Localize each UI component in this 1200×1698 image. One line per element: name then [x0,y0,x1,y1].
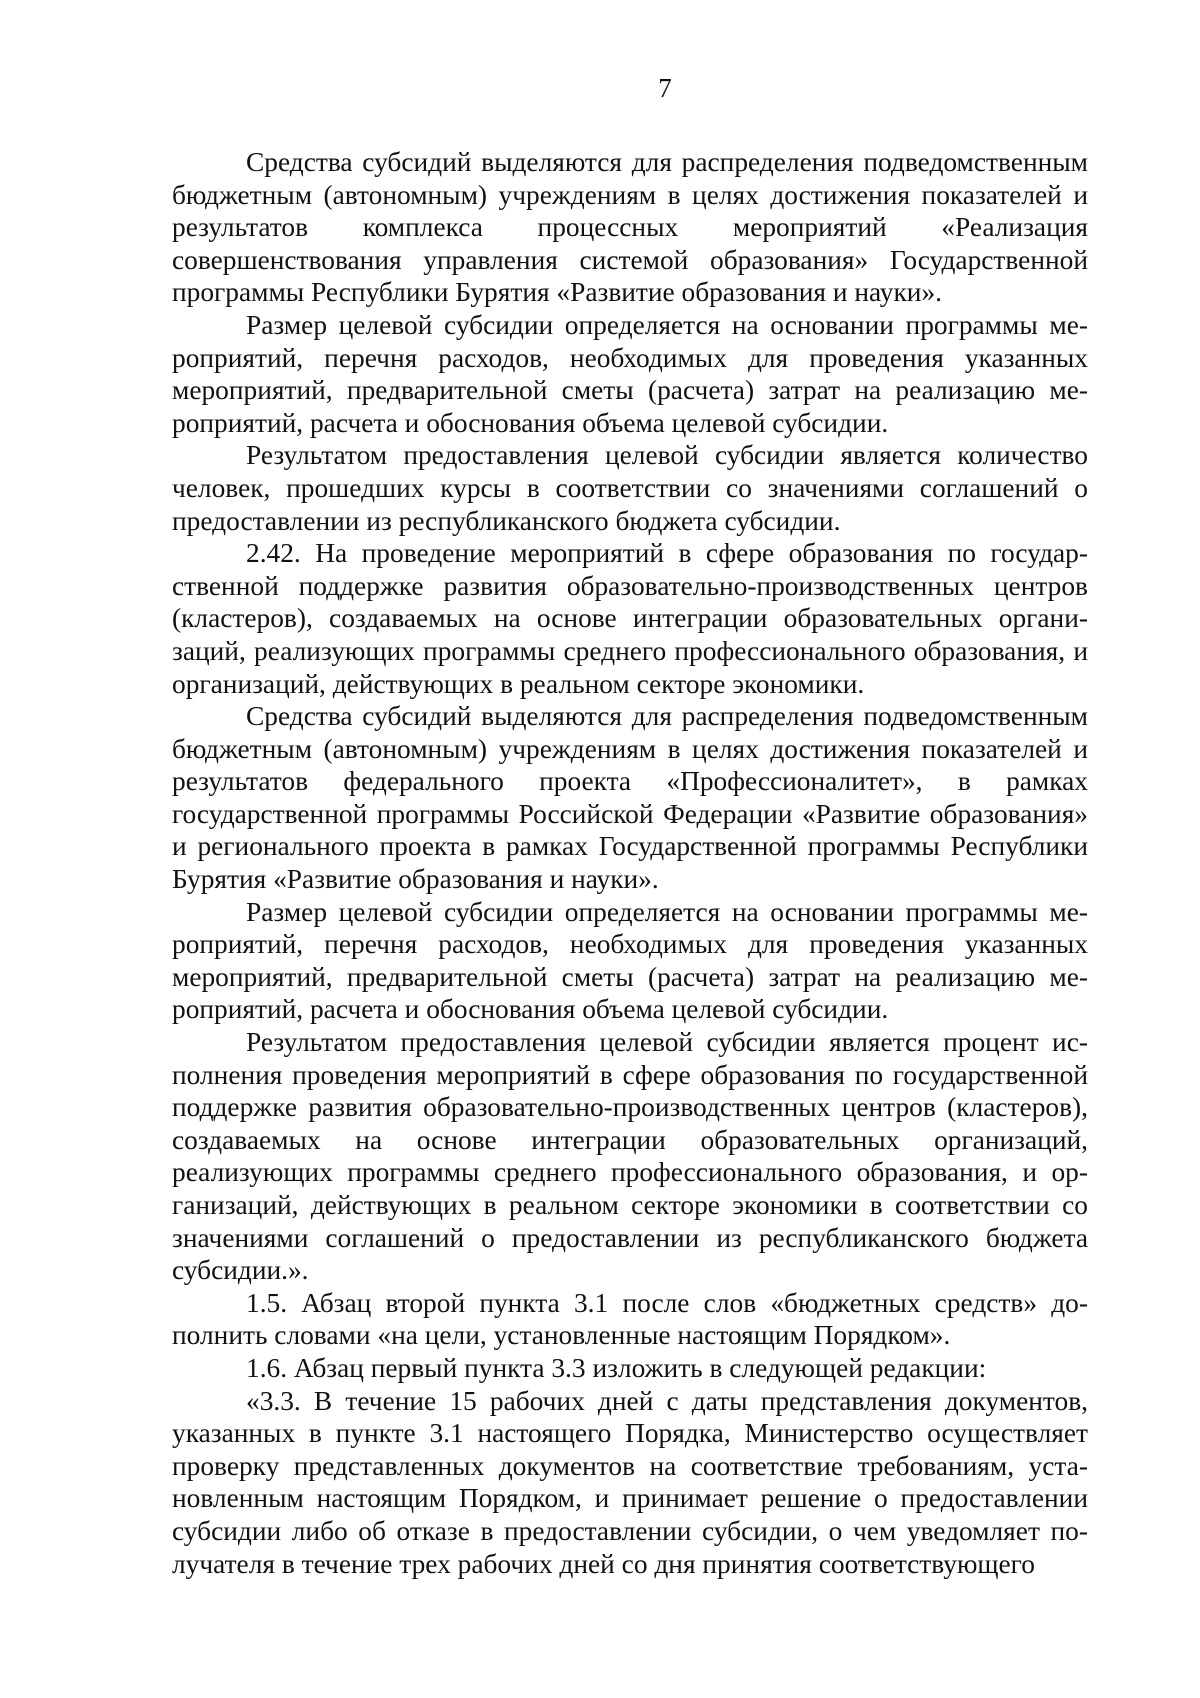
paragraph: Средства субсидий выделяются для распределения подведомственным бюджетным (автономным) учреждениям в целях достижения показателей и результатов комплекса процессных мероприятий «Реализация совершенствования управления системой образования» Государственной программы Республики Бурятия «Развитие образования и науки». [172,147,1088,308]
paragraph: Результатом предоставления целевой субсидии является количество человек, прошедших курсы в соответствии со значениями соглашений о предоставлении из республиканского бюджета субсидии. [172,440,1088,536]
paragraph: Средства субсидий выделяются для распределения подведомственным бюджетным (автономным) учреждениям в целях достижения показателей и результатов федерального проекта «Профессионалитет», в рамках государственной программы Российской Федерации «Развитие образования» и регионального проекта в рамках Государственной программы Республики Бурятия «Развитие образования и науки». [172,701,1088,895]
page-number: 7 [658,73,672,103]
paragraph: 2.42. На проведение мероприятий в сфере образования по государственной поддержке развития образовательно-производственных центров (кластеров), создаваемых на основе интеграции образовательных организаций, реализующих программы среднего профессионального образования, и организаций, действующих в реальном секторе экономики. [172,538,1088,699]
paragraph: Результатом предоставления целевой субсидии является процент исполнения проведения мероприятий в сфере образования по государственной поддержке развития образовательно-производственных центров (кластеров), создаваемых на основе интеграции образовательных организаций, реализующих программы среднего профессионального образования, и организаций, действующих в реальном секторе экономики в соответствии со значениями соглашений о предоставлении из республиканского бюджета субсидии.». [172,1027,1088,1286]
paragraph: «3.3. В течение 15 рабочих дней с даты представления документов, указанных в пункте 3.1 настоящего Порядка, Министерство осуществляет проверку представленных документов на соответствие требованиям, установленным настоящим Порядком, и принимает решение о предоставлении субсидии либо об отказе в предоставлении субсидии, о чем уведомляет получателя в течение трех рабочих дней со дня принятия соответствующего [172,1385,1088,1579]
paragraph: 1.5. Абзац второй пункта 3.1 после слов «бюджетных средств» дополнить словами «на цели, установленные настоящим Порядком». [172,1287,1088,1351]
body-text [172,146,1088,1580]
paragraph: 1.6. Абзац первый пункта 3.3 изложить в следующей редакции: [246,1352,987,1383]
paragraph: Размер целевой субсидии определяется на основании программы мероприятий, перечня расходов, необходимых для проведения указанных мероприятий, предварительной сметы (расчета) затрат на реализацию мероприятий, расчета и обоснования объема целевой субсидии. [172,309,1088,438]
paragraph: Размер целевой субсидии определяется на основании программы мероприятий, перечня расходов, необходимых для проведения указанных мероприятий, предварительной сметы (расчета) затрат на реализацию мероприятий, расчета и обоснования объема целевой субсидии. [172,896,1088,1025]
